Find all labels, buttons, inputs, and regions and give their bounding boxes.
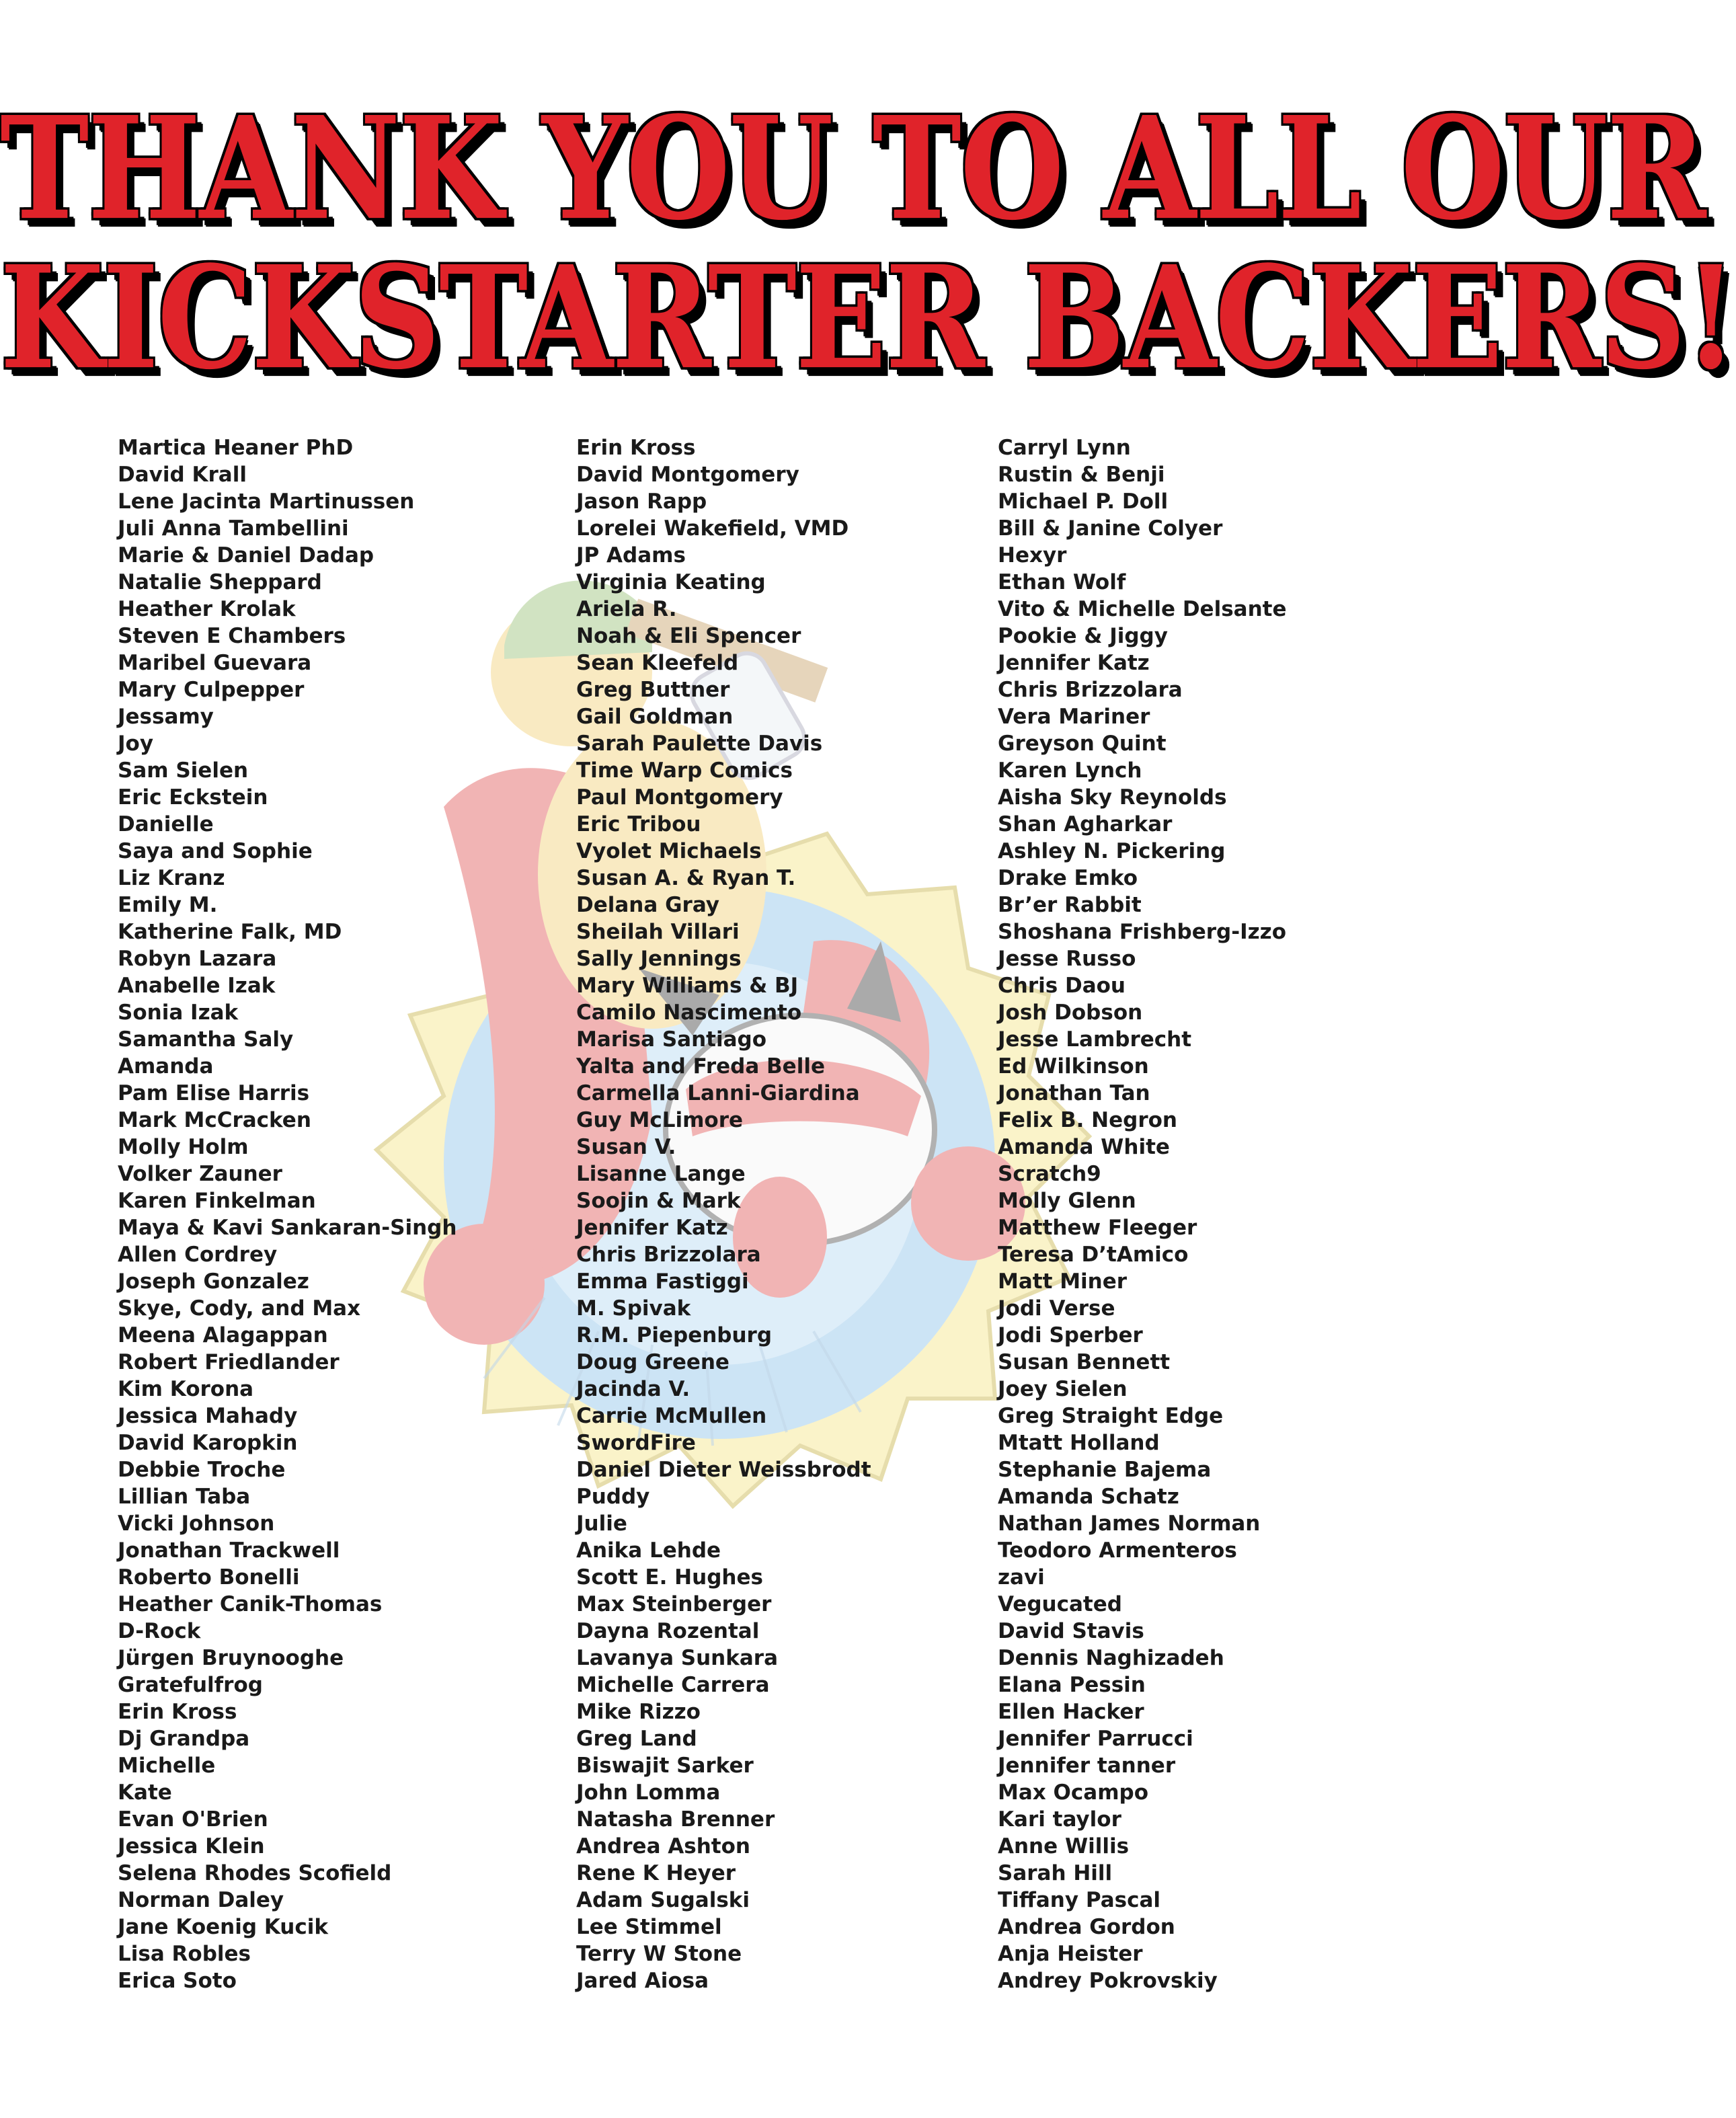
backer-name: Erica Soto <box>118 1969 237 1993</box>
backer-name: Martica Heaner PhD <box>118 436 354 460</box>
backer-name: Guy McLimore <box>576 1108 744 1132</box>
backer-name: Katherine Falk, MD <box>118 920 342 944</box>
backer-name: Amanda Schatz <box>998 1485 1179 1509</box>
backer-name: Sally Jennings <box>576 947 742 971</box>
backers-column-3 <box>998 434 1287 1994</box>
backer-name: Debbie Troche <box>118 1458 286 1482</box>
backer-name: Pam Elise Harris <box>118 1081 310 1105</box>
backer-name: Chris Brizzolara <box>998 678 1183 702</box>
backer-name: Karen Lynch <box>998 758 1142 783</box>
backer-name: Andrea Gordon <box>998 1915 1175 1939</box>
backer-name: Joey Sielen <box>998 1377 1128 1401</box>
backer-name: Carryl Lynn <box>998 436 1131 460</box>
backer-name: Mary Williams & BJ <box>576 974 799 998</box>
backers-column-1 <box>118 434 457 1994</box>
backer-name: Anja Heister <box>998 1942 1143 1966</box>
backer-name: Steven E Chambers <box>118 624 346 648</box>
backer-name: SwordFire <box>576 1431 696 1455</box>
backer-name: Michelle Carrera <box>576 1673 770 1697</box>
backer-name: Tiffany Pascal <box>998 1888 1161 1912</box>
backer-name: Michael P. Doll <box>998 489 1169 514</box>
backer-name: Sarah Hill <box>998 1861 1113 1885</box>
backer-name: Ariela R. <box>576 597 677 621</box>
backer-name: David Montgomery <box>576 463 799 487</box>
backer-name: Lavanya Sunkara <box>576 1646 778 1670</box>
backer-name: Vito & Michelle Delsante <box>998 597 1287 621</box>
backer-name: Natalie Sheppard <box>118 570 322 594</box>
backer-name: Mark McCracken <box>118 1108 311 1132</box>
backer-name: Br’er Rabbit <box>998 893 1142 917</box>
backer-name: Roberto Bonelli <box>118 1565 300 1590</box>
backer-name: Elana Pessin <box>998 1673 1146 1697</box>
backer-name: Hexyr <box>998 543 1067 567</box>
title-line-2: KICKSTARTER BACKERS! <box>0 235 1736 401</box>
backer-name: D-Rock <box>118 1619 201 1643</box>
backer-name: JP Adams <box>576 543 686 567</box>
backer-name: Molly Holm <box>118 1135 249 1159</box>
backer-name: Jason Rapp <box>576 489 707 514</box>
backer-name: Vegucated <box>998 1592 1122 1616</box>
backer-name: Emma Fastiggi <box>576 1269 749 1294</box>
backer-name: Dayna Rozental <box>576 1619 760 1643</box>
backer-name: Marie & Daniel Dadap <box>118 543 374 567</box>
backer-name: Ellen Hacker <box>998 1700 1144 1724</box>
backer-name: Evan O'Brien <box>118 1807 268 1832</box>
backer-name: R.M. Piepenburg <box>576 1323 773 1347</box>
backer-name: Gail Goldman <box>576 705 734 729</box>
backer-name: Mtatt Holland <box>998 1431 1160 1455</box>
backer-name: Marisa Santiago <box>576 1027 767 1052</box>
backer-name: Rustin & Benji <box>998 463 1165 487</box>
backer-name: Jessamy <box>118 705 214 729</box>
backer-name: Matthew Fleeger <box>998 1216 1197 1240</box>
backer-name: Mary Culpepper <box>118 678 305 702</box>
backer-name: John Lomma <box>576 1780 721 1805</box>
backer-name: Drake Emko <box>998 866 1138 890</box>
backer-name: David Stavis <box>998 1619 1144 1643</box>
backer-name: Ethan Wolf <box>998 570 1126 594</box>
backer-name: Chris Brizzolara <box>576 1243 761 1267</box>
backer-name: Jared Aiosa <box>576 1969 709 1993</box>
backer-name: Jesse Lambrecht <box>998 1027 1192 1052</box>
backer-name: Soojin & Mark <box>576 1189 741 1213</box>
backer-name: Daniel Dieter Weissbrodt <box>576 1458 871 1482</box>
backer-name: Jane Koenig Kucik <box>118 1915 328 1939</box>
backer-name: Sheilah Villari <box>576 920 740 944</box>
backer-name: Andrea Ashton <box>576 1834 750 1858</box>
backer-name: Samantha Saly <box>118 1027 294 1052</box>
backer-name: Robert Friedlander <box>118 1350 340 1374</box>
backer-name: Juli Anna Tambellini <box>118 516 349 541</box>
backer-name: Kim Korona <box>118 1377 254 1401</box>
backer-name: Vyolet Michaels <box>576 839 762 863</box>
backer-name: Stephanie Bajema <box>998 1458 1212 1482</box>
backer-name: Rene K Heyer <box>576 1861 736 1885</box>
backer-name: Sam Sielen <box>118 758 249 783</box>
backer-name: Scratch9 <box>998 1162 1101 1186</box>
backer-name: Anika Lehde <box>576 1538 721 1563</box>
backer-name: Jonathan Trackwell <box>118 1538 340 1563</box>
backer-name: Max Steinberger <box>576 1592 772 1616</box>
page-title <box>0 85 1736 401</box>
backer-name: Jennifer tanner <box>998 1754 1176 1778</box>
backer-name: Lene Jacinta Martinussen <box>118 489 415 514</box>
backer-name: Scott E. Hughes <box>576 1565 763 1590</box>
backer-name: Noah & Eli Spencer <box>576 624 801 648</box>
backer-name: Kate <box>118 1780 172 1805</box>
title-line-1: THANK YOU TO ALL OUR <box>0 85 1705 251</box>
backer-name: Lorelei Wakefield, VMD <box>576 516 849 541</box>
backers-column-2 <box>576 434 871 1994</box>
backer-name: Ed Wilkinson <box>998 1054 1149 1078</box>
backer-name: Erin Kross <box>576 436 696 460</box>
backer-name: Erin Kross <box>118 1700 237 1724</box>
backer-name: Sonia Izak <box>118 1001 239 1025</box>
backer-name: Greg Buttner <box>576 678 730 702</box>
backer-name: Adam Sugalski <box>576 1888 750 1912</box>
backer-name: Jodi Verse <box>998 1296 1115 1321</box>
backer-name: Josh Dobson <box>998 1001 1143 1025</box>
backer-name: Chris Daou <box>998 974 1126 998</box>
backer-name: Doug Greene <box>576 1350 729 1374</box>
backer-name: M. Spivak <box>576 1296 691 1321</box>
backer-name: Ashley N. Pickering <box>998 839 1226 863</box>
backer-name: Vera Mariner <box>998 705 1150 729</box>
backer-name: Gratefulfrog <box>118 1673 263 1697</box>
backer-name: Teresa D’tAmico <box>998 1243 1189 1267</box>
backer-name: Greg Straight Edge <box>998 1404 1224 1428</box>
backer-name: Kari taylor <box>998 1807 1121 1832</box>
backer-name: Time Warp Comics <box>576 758 793 783</box>
backer-name: Jonathan Tan <box>998 1081 1150 1105</box>
backer-name: Carrie McMullen <box>576 1404 767 1428</box>
backer-name: Eric Eckstein <box>118 785 268 810</box>
backer-name: Greyson Quint <box>998 732 1167 756</box>
backer-name: Karen Finkelman <box>118 1189 316 1213</box>
backer-name: Carmella Lanni-Giardina <box>576 1081 860 1105</box>
backer-name: Heather Krolak <box>118 597 296 621</box>
backer-name: Norman Daley <box>118 1888 284 1912</box>
backer-name: Virginia Keating <box>576 570 766 594</box>
backer-name: Puddy <box>576 1485 650 1509</box>
backer-name: Jessica Mahady <box>118 1404 298 1428</box>
backer-name: Jesse Russo <box>998 947 1136 971</box>
backer-name: Selena Rhodes Scofield <box>118 1861 392 1885</box>
backer-name: Jennifer Katz <box>998 651 1150 675</box>
backer-name: Eric Tribou <box>576 812 701 836</box>
backer-name: Joseph Gonzalez <box>118 1269 309 1294</box>
backer-name: Heather Canik-Thomas <box>118 1592 383 1616</box>
backer-name: Susan A. & Ryan T. <box>576 866 796 890</box>
backer-name: Sarah Paulette Davis <box>576 732 823 756</box>
backer-name: Sean Kleefeld <box>576 651 739 675</box>
backer-name: Skye, Cody, and Max <box>118 1296 361 1321</box>
backer-name: Jennifer Katz <box>576 1216 728 1240</box>
backer-name: Maya & Kavi Sankaran-Singh <box>118 1216 457 1240</box>
backer-name: Delana Gray <box>576 893 719 917</box>
backer-name: Lisanne Lange <box>576 1162 746 1186</box>
backer-name: Pookie & Jiggy <box>998 624 1168 648</box>
backer-name: Max Ocampo <box>998 1780 1148 1805</box>
backer-name: Maribel Guevara <box>118 651 312 675</box>
backer-name: Robyn Lazara <box>118 947 277 971</box>
backer-name: Lisa Robles <box>118 1942 251 1966</box>
backer-name: Volker Zauner <box>118 1162 282 1186</box>
backer-name: Allen Cordrey <box>118 1243 278 1267</box>
backer-name: Lee Stimmel <box>576 1915 722 1939</box>
backer-name: David Karopkin <box>118 1431 298 1455</box>
backer-name: Danielle <box>118 812 214 836</box>
backer-name: Shoshana Frishberg-Izzo <box>998 920 1287 944</box>
backer-name: Yalta and Freda Belle <box>576 1054 825 1078</box>
backer-name: Susan V. <box>576 1135 676 1159</box>
backer-name: Biswajit Sarker <box>576 1754 754 1778</box>
backer-name: Teodoro Armenteros <box>998 1538 1237 1563</box>
backer-name: Shan Agharkar <box>998 812 1173 836</box>
backer-name: Amanda <box>118 1054 214 1078</box>
backer-name: Susan Bennett <box>998 1350 1171 1374</box>
backer-name: Paul Montgomery <box>576 785 783 810</box>
backer-name: Camilo Nascimento <box>576 1001 802 1025</box>
backer-name: Dennis Naghizadeh <box>998 1646 1224 1670</box>
backer-name: Molly Glenn <box>998 1189 1136 1213</box>
backer-name: Emily M. <box>118 893 218 917</box>
backer-name: Jacinda V. <box>576 1377 691 1401</box>
backer-name: Anne Willis <box>998 1834 1130 1858</box>
backer-name: Michelle <box>118 1754 216 1778</box>
backer-name: Matt Miner <box>998 1269 1128 1294</box>
backer-name: Meena Alagappan <box>118 1323 328 1347</box>
backer-name: Vicki Johnson <box>118 1512 275 1536</box>
backer-name: Jodi Sperber <box>998 1323 1143 1347</box>
backer-name: Anabelle Izak <box>118 974 276 998</box>
backer-name: Jennifer Parrucci <box>998 1727 1193 1751</box>
backer-name: Felix B. Negron <box>998 1108 1177 1132</box>
backer-name: Saya and Sophie <box>118 839 313 863</box>
backer-name: Jessica Klein <box>118 1834 265 1858</box>
backer-name: David Krall <box>118 463 247 487</box>
backer-name: Mike Rizzo <box>576 1700 701 1724</box>
backer-name: Jürgen Bruynooghe <box>118 1646 344 1670</box>
backer-name: zavi <box>998 1565 1045 1590</box>
backer-name: Dj Grandpa <box>118 1727 250 1751</box>
backer-name: Lillian Taba <box>118 1485 251 1509</box>
backer-name: Nathan James Norman <box>998 1512 1261 1536</box>
backer-name: Amanda White <box>998 1135 1170 1159</box>
backer-name: Bill & Janine Colyer <box>998 516 1223 541</box>
backer-name: Greg Land <box>576 1727 697 1751</box>
backer-name: Liz Kranz <box>118 866 225 890</box>
backer-name: Aisha Sky Reynolds <box>998 785 1227 810</box>
backer-name: Joy <box>118 732 154 756</box>
backer-name: Julie <box>576 1512 627 1536</box>
backer-name: Andrey Pokrovskiy <box>998 1969 1218 1993</box>
backer-name: Terry W Stone <box>576 1942 742 1966</box>
backer-name: Natasha Brenner <box>576 1807 775 1832</box>
